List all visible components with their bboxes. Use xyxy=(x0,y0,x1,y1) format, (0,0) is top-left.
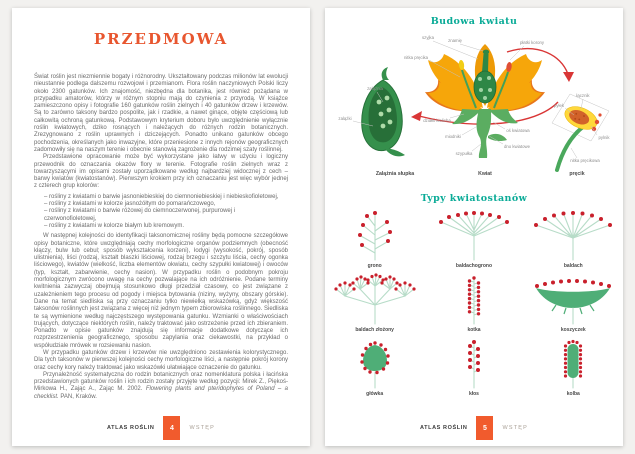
label-stamen-filament: nitka pręcikowa xyxy=(570,158,600,163)
flower-section-heading: Budowa kwiatu xyxy=(430,16,518,27)
label-filament: nitka pręcika xyxy=(403,55,429,60)
preface-text xyxy=(34,74,288,401)
label-sepals: działki kielicha xyxy=(423,118,451,123)
catkin-diagram xyxy=(429,272,519,326)
page-title: PRZEDMOWA xyxy=(93,30,229,48)
page-number-badge: 5 xyxy=(476,416,493,440)
inflorescence-cell xyxy=(524,336,623,400)
label-nectaries: miodniki xyxy=(445,134,461,139)
inflorescence-cell xyxy=(524,272,623,336)
inflorescence-caption: baldachogrono xyxy=(455,263,493,269)
inflorescence-caption: koszyczek xyxy=(560,327,586,333)
raceme-diagram xyxy=(330,208,420,262)
book-title: ATLAS ROŚLIN xyxy=(420,425,468,431)
label-receptacle: dno kwiatowe xyxy=(503,144,531,149)
inflorescence-grid xyxy=(325,208,623,400)
inflorescence-caption: kłos xyxy=(468,391,479,397)
inflorescence-caption: grono xyxy=(367,263,382,269)
paragraph: Przedstawione opracowanie może być wykorzystane jako łatwy w użyciu i logiczny przewodnik do oznaczania okazów flory w terenie. Fotografie roślin zielnych wraz z towarzyszącymi im opisami zostały uporządkowane według najbardziej widocznej z cech – barwy kwiatów (kwiatostanów). Pierwszym krokiem przy ich oznaczaniu jest więc wybór jednej z czterech grup kolorów: xyxy=(34,154,288,190)
label-pedicel: szypułka xyxy=(455,151,473,156)
label-ovary: zalążnia xyxy=(367,86,383,91)
paragraph: Świat roślin jest niezmiennie bogaty i różnorodny. Ukształtowany podczas milionów lat ewolucji nieustannie podlega dalszemu rozwojowi i przemianom. Flora roślin naczyniowych Polski liczy około 2300 gatunków. Ich znajomość, niezbędna dla botanika, jest również pożądana w przypadku amatorów, którzy w różnym stopniu mają do czynienia z przyrodą. W książce zamieszczono opisy i fotografie 160 gatunków roślin zielnych i 40 gatunków drzew i krzewów. Są to zarówno taksony bardzo pospolite, jak i rzadkie, a nawet ginące, objęte częściową lub całkowitą ochroną gatunkową. Podstawowym kryterium doboru było uwzględnienie wyłącznie roślin kwiatowych, dziko rosnących i należących do różnych rodzin botanicznych. Zrezygnowano z roślin uprawnych i dziczejących. Ponadto unikano gatunków obcego pochodzenia, określanych jako inwazyjne, które przeniesione z innych rejonów geograficznych zadomowiły się na naszym terenie i obecnie stanowią zagrożenie dla rodzimej szaty roślinnej. xyxy=(34,74,288,153)
inflorescence-caption: kolba xyxy=(566,391,580,397)
head-diagram xyxy=(330,336,420,390)
flower-anatomy-diagram xyxy=(325,29,623,179)
section-label: WSTĘP xyxy=(189,425,215,431)
inflorescence-cell xyxy=(524,208,623,272)
capitulum-diagram xyxy=(528,272,618,326)
book-title: ATLAS ROŚLIN xyxy=(107,425,155,431)
label-pollen: pyłek xyxy=(553,103,565,108)
inflorescence-cell xyxy=(424,208,523,272)
compound-umbel-diagram xyxy=(330,272,420,326)
label-stigma: znamię xyxy=(448,38,462,43)
left-page-footer xyxy=(12,416,310,440)
label-anther: pylnik xyxy=(598,135,610,140)
inflorescence-cell xyxy=(325,336,424,400)
list-item: – rośliny z kwiatami o barwie różowej do ciemnoczerwonej, purpurowej i czerwonofioletowej, xyxy=(44,208,236,222)
inflorescence-cell xyxy=(424,336,523,400)
page-number-badge: 4 xyxy=(163,416,180,440)
list-item: – rośliny z kwiatami w kolorze białym lub kremowym. xyxy=(44,222,185,229)
inflorescence-cell xyxy=(325,272,424,336)
right-page xyxy=(325,8,623,446)
umbel-diagram xyxy=(528,208,618,262)
label-ovules: zalążki xyxy=(338,116,352,121)
inflorescence-section-heading: Typy kwiatostanów xyxy=(420,193,528,204)
list-item: – rośliny z kwiatami w kolorze jasnożółtym do pomarańczowego, xyxy=(44,201,216,208)
inflorescence-caption: baldach złożony xyxy=(355,327,394,333)
inflorescence-cell xyxy=(424,272,523,336)
inflorescence-caption: główka xyxy=(366,391,384,397)
label-floral-axis: oś kwiatowa xyxy=(506,128,530,133)
spadix-diagram xyxy=(528,336,618,390)
list-item: – rośliny z kwiatami o barwie jasnoniebieskiej do ciemnoniebieskiej i niebieskofioletowej, xyxy=(44,193,279,200)
stamen-caption: pręcik xyxy=(569,171,585,177)
flower-caption: Kwiat xyxy=(478,171,492,177)
inflorescence-caption: kotka xyxy=(467,327,481,333)
paragraph: W przypadku gatunków drzew i krzewów nie uwzględniono zestawienia kolorystycznego. Dla tych taksonów w pierwszej kolejności cechy morfologiczne liści, a następnie pokrój korony oraz cechy kory należy traktować jako wskazówki ułatwiające oznaczenie do gatunku. xyxy=(34,349,288,371)
right-page-footer xyxy=(325,416,623,440)
reference-paragraph xyxy=(34,372,288,401)
paragraph: W następnej kolejności do identyfikacji taksonomicznej rośliny będą pomocne szczegółowe opisy botaniczne, które uwzględniają cechy morfologiczne organów podziemnych (obecność kłączy, bulw lub cebul; sposób wykształcenia korzeni), łodygi (wysokość, pokrój, sposób ulistnienia), liści (rodzaj, kształt blaszki liściowej, rodzaj brzegu i szczytu liścia, cechy ogonka liściowego), kwiatów (wielkość, liczba elementów okwiatu, cechy szypułki kwiatowej) i owoców (typ, kształt, zabarwienie, cechy nasion). W przypadku roślin o podobnym pokroju morfologicznym zwrócono uwagę na cechy pozwalające na ich odróżnienie. Podane terminy kwitnienia zazwyczaj obejmują stosunkowo długi przedział czasowy, co jest związane z uzależnieniem tego procesu od pogody i miejsca bytowania (niziny, wyżyny, obszary górskie). Dane na temat siedliska są przy oznaczaniu tylko niewielką wskazówką, gdyż większość taksonów roślinnych jest związana z więcej niż jednym typem zbiorowiska roślinnego. Siedliska te są wymienione według najczęstszego występowania gatunku. Wzmianki o właściwościach trujących, dotyczące niektórych roślin, należy traktować jako ostrzeżenie przed ich zbieraniem. Ponadto w opisie gatunków znajdują się informacje dodatkowe dotyczące ich rozprzestrzenienia geograficznego, sposobu zapylania oraz ciekawostki, na przykład o współudziale mrówek w rozsiewaniu nasion. xyxy=(34,233,288,349)
label-style: szyjka xyxy=(422,35,434,40)
color-group-list xyxy=(44,194,288,230)
reference-title: Flowering plants and pteridophytes of Poland – a checklist. xyxy=(34,386,288,400)
left-page xyxy=(12,8,310,446)
reference-publisher: PAN, Kraków. xyxy=(58,393,97,400)
label-petals: płatki korony xyxy=(519,40,545,45)
spike-diagram xyxy=(429,336,519,390)
corymb-diagram xyxy=(429,208,519,262)
reference-text: Przynależność systematyczna do rodzin botanicznych oraz nomenklatura polska i łacińska przedstawionych gatunków roślin i ich rodzin zostały przyjęte według pozycji: Mirek Z., Piękoś-Mirkowa H., Zając A., Zając M. 2002. xyxy=(34,371,288,393)
inflorescence-caption: baldach xyxy=(563,263,583,269)
label-connective: łącznik xyxy=(576,93,590,98)
inflorescence-cell xyxy=(325,208,424,272)
ovary-caption: Zalążnia słupka xyxy=(375,171,415,177)
section-label: WSTĘP xyxy=(502,425,528,431)
